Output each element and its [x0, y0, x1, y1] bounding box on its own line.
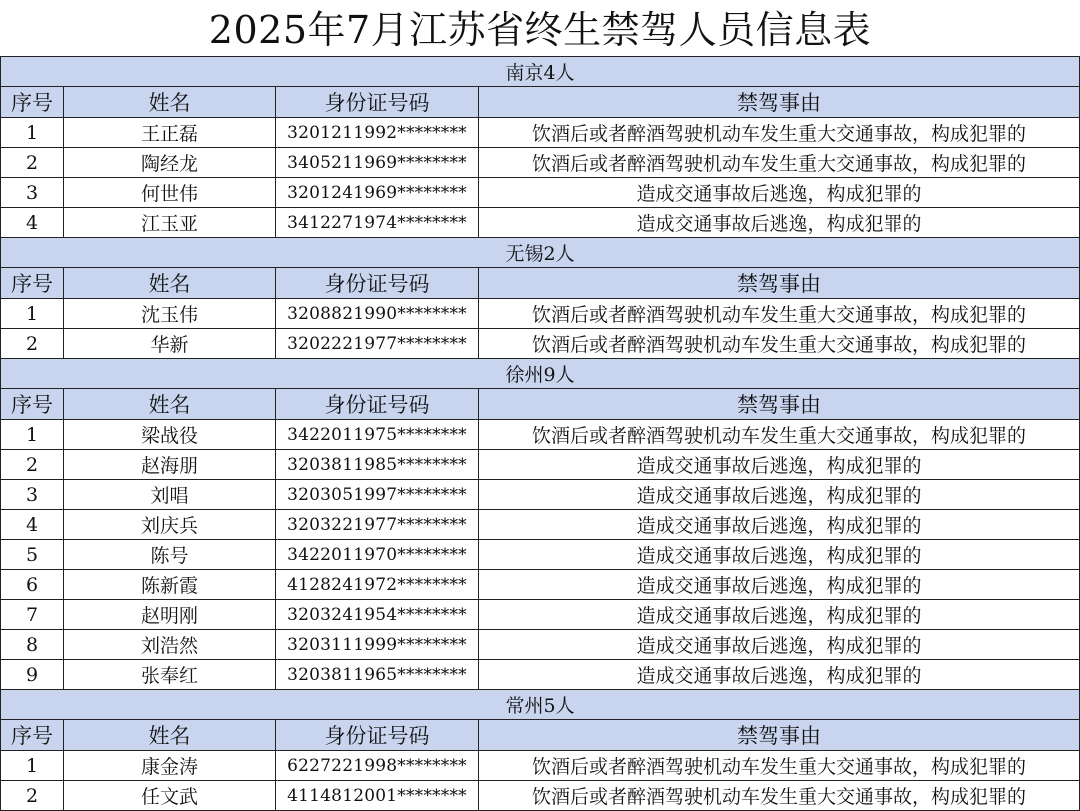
- cell-no: 1: [1, 118, 64, 148]
- cell-name: 任文武: [64, 781, 276, 811]
- table-row: [1, 781, 1080, 811]
- table-row: [1, 540, 1080, 570]
- header-id: 身份证号码: [276, 87, 479, 118]
- cell-id: 3203811965********: [276, 660, 479, 690]
- cell-id: 3203221977********: [276, 510, 479, 540]
- header-no: 序号: [1, 87, 64, 118]
- cell-no: 2: [1, 781, 64, 811]
- cell-name: 江玉亚: [64, 208, 276, 238]
- table-row: [1, 630, 1080, 660]
- section-title: 无锡2人: [1, 238, 1080, 268]
- header-no: 序号: [1, 268, 64, 299]
- cell-id: 4128241972********: [276, 570, 479, 600]
- cell-reason: 造成交通事故后逃逸，构成犯罪的: [479, 570, 1080, 600]
- cell-reason: 饮酒后或者醉酒驾驶机动车发生重大交通事故，构成犯罪的: [479, 148, 1080, 178]
- cell-no: 2: [1, 329, 64, 359]
- cell-no: 8: [1, 630, 64, 660]
- cell-no: 7: [1, 600, 64, 630]
- table-row: [1, 329, 1080, 359]
- cell-reason: 造成交通事故后逃逸，构成犯罪的: [479, 178, 1080, 208]
- cell-name: 华新: [64, 329, 276, 359]
- section-title: 徐州9人: [1, 359, 1080, 389]
- cell-no: 1: [1, 299, 64, 329]
- cell-no: 1: [1, 420, 64, 450]
- cell-no: 6: [1, 570, 64, 600]
- table-row: [1, 600, 1080, 630]
- cell-no: 1: [1, 751, 64, 781]
- cell-id: 3203811985********: [276, 450, 479, 480]
- section-row: [1, 57, 1080, 87]
- cell-id: 3422011975********: [276, 420, 479, 450]
- cell-name: 何世伟: [64, 178, 276, 208]
- header-row: [1, 268, 1080, 299]
- table-row: [1, 118, 1080, 148]
- header-name: 姓名: [64, 87, 276, 118]
- cell-id: 3208821990********: [276, 299, 479, 329]
- cell-name: 沈玉伟: [64, 299, 276, 329]
- header-id: 身份证号码: [276, 268, 479, 299]
- header-reason: 禁驾事由: [479, 87, 1080, 118]
- section-title: 常州5人: [1, 690, 1080, 720]
- section-title: 南京4人: [1, 57, 1080, 87]
- table-row: [1, 178, 1080, 208]
- cell-name: 赵海朋: [64, 450, 276, 480]
- table-row: [1, 570, 1080, 600]
- cell-reason: 饮酒后或者醉酒驾驶机动车发生重大交通事故，构成犯罪的: [479, 299, 1080, 329]
- header-no: 序号: [1, 389, 64, 420]
- cell-reason: 饮酒后或者醉酒驾驶机动车发生重大交通事故，构成犯罪的: [479, 329, 1080, 359]
- cell-name: 陈新霞: [64, 570, 276, 600]
- header-row: [1, 87, 1080, 118]
- section-row: [1, 690, 1080, 720]
- cell-reason: 造成交通事故后逃逸，构成犯罪的: [479, 660, 1080, 690]
- header-name: 姓名: [64, 720, 276, 751]
- table-row: [1, 480, 1080, 510]
- cell-no: 3: [1, 480, 64, 510]
- cell-name: 张奉红: [64, 660, 276, 690]
- table-row: [1, 299, 1080, 329]
- header-id: 身份证号码: [276, 389, 479, 420]
- cell-no: 4: [1, 510, 64, 540]
- table-row: [1, 148, 1080, 178]
- cell-reason: 造成交通事故后逃逸，构成犯罪的: [479, 540, 1080, 570]
- header-id: 身份证号码: [276, 720, 479, 751]
- header-no: 序号: [1, 720, 64, 751]
- table-row: [1, 208, 1080, 238]
- cell-id: 3412271974********: [276, 208, 479, 238]
- cell-id: 6227221998********: [276, 751, 479, 781]
- cell-no: 9: [1, 660, 64, 690]
- table-row: [1, 510, 1080, 540]
- cell-no: 2: [1, 450, 64, 480]
- header-row: [1, 389, 1080, 420]
- header-row: [1, 720, 1080, 751]
- cell-id: 3201211992********: [276, 118, 479, 148]
- cell-name: 刘浩然: [64, 630, 276, 660]
- cell-name: 刘庆兵: [64, 510, 276, 540]
- cell-no: 3: [1, 178, 64, 208]
- cell-name: 陈号: [64, 540, 276, 570]
- header-reason: 禁驾事由: [479, 268, 1080, 299]
- cell-reason: 饮酒后或者醉酒驾驶机动车发生重大交通事故，构成犯罪的: [479, 751, 1080, 781]
- cell-reason: 饮酒后或者醉酒驾驶机动车发生重大交通事故，构成犯罪的: [479, 781, 1080, 811]
- cell-id: 4114812001********: [276, 781, 479, 811]
- cell-name: 赵明刚: [64, 600, 276, 630]
- table-row: [1, 450, 1080, 480]
- header-reason: 禁驾事由: [479, 389, 1080, 420]
- header-reason: 禁驾事由: [479, 720, 1080, 751]
- cell-name: 陶经龙: [64, 148, 276, 178]
- cell-id: 3202221977********: [276, 329, 479, 359]
- cell-reason: 造成交通事故后逃逸，构成犯罪的: [479, 480, 1080, 510]
- cell-name: 梁战役: [64, 420, 276, 450]
- table-row: [1, 420, 1080, 450]
- cell-name: 刘唱: [64, 480, 276, 510]
- header-name: 姓名: [64, 268, 276, 299]
- cell-id: 3203051997********: [276, 480, 479, 510]
- cell-reason: 造成交通事故后逃逸，构成犯罪的: [479, 600, 1080, 630]
- section-row: [1, 238, 1080, 268]
- cell-reason: 造成交通事故后逃逸，构成犯罪的: [479, 450, 1080, 480]
- cell-reason: 造成交通事故后逃逸，构成犯罪的: [479, 510, 1080, 540]
- cell-name: 康金涛: [64, 751, 276, 781]
- cell-reason: 造成交通事故后逃逸，构成犯罪的: [479, 208, 1080, 238]
- ban-table-body: [1, 57, 1080, 811]
- cell-reason: 造成交通事故后逃逸，构成犯罪的: [479, 630, 1080, 660]
- cell-id: 3405211969********: [276, 148, 479, 178]
- header-name: 姓名: [64, 389, 276, 420]
- table-row: [1, 660, 1080, 690]
- cell-no: 4: [1, 208, 64, 238]
- cell-name: 王正磊: [64, 118, 276, 148]
- cell-no: 2: [1, 148, 64, 178]
- section-row: [1, 359, 1080, 389]
- cell-id: 3422011970********: [276, 540, 479, 570]
- cell-id: 3203241954********: [276, 600, 479, 630]
- cell-id: 3203111999********: [276, 630, 479, 660]
- ban-table: [0, 56, 1080, 811]
- cell-reason: 饮酒后或者醉酒驾驶机动车发生重大交通事故，构成犯罪的: [479, 420, 1080, 450]
- page-title: 2025年7月江苏省终生禁驾人员信息表: [208, 8, 872, 52]
- table-row: [1, 751, 1080, 781]
- cell-id: 3201241969********: [276, 178, 479, 208]
- cell-no: 5: [1, 540, 64, 570]
- cell-reason: 饮酒后或者醉酒驾驶机动车发生重大交通事故，构成犯罪的: [479, 118, 1080, 148]
